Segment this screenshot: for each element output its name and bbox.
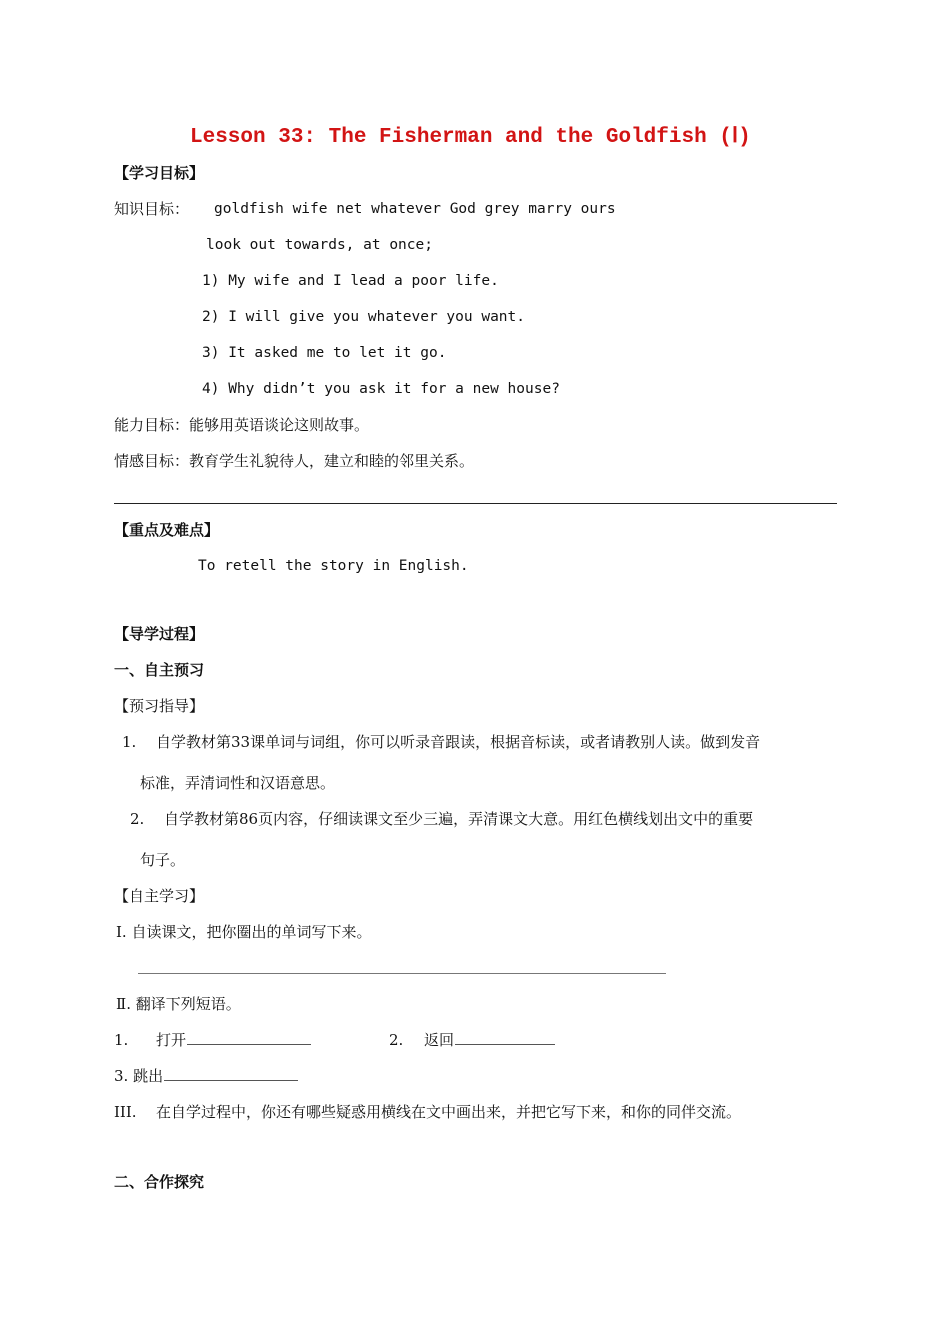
knowledge-words: goldfish wife net whatever God grey marry ours (214, 201, 616, 217)
guide-heading: 【预习指导】 (114, 697, 205, 715)
phrase-2 (424, 1030, 555, 1050)
section-2-title: 二、合作探究 (114, 1173, 205, 1191)
answer-line-words[interactable] (138, 973, 666, 974)
task-3: 在自学过程中，你还有哪些疑惑用横线在文中画出来，并把它写下来，和你的同伴交流。 (156, 1103, 742, 1121)
phrase-2-num: 2. (389, 1031, 404, 1049)
sentence-2: 2) I will give you whatever you want. (202, 309, 526, 325)
phrase-1-text: 打开 (156, 1031, 187, 1049)
section-divider (114, 503, 837, 504)
guide-item-1-num: 1. (122, 733, 137, 751)
phrase-3 (114, 1066, 298, 1086)
knowledge-label: 知识目标： (114, 200, 190, 218)
task-1: Ⅰ. 自读课文，把你圈出的单词写下来。 (116, 923, 372, 941)
emotion-goal: 情感目标：教育学生礼貌待人，建立和睦的邻里关系。 (114, 452, 475, 470)
task-3-num: III. (114, 1103, 137, 1121)
phrase-3-text: 跳出 (133, 1067, 164, 1085)
key-phrases: look out towards, at once; (206, 237, 433, 253)
ability-goal: 能力目标：能够用英语谈论这则故事。 (114, 416, 370, 434)
sentence-4: 4) Why didn’t you ask it for a new house? (202, 381, 560, 397)
phrase-2-blank[interactable] (455, 1030, 555, 1045)
guide-item-2-num: 2. (130, 810, 145, 828)
page-title: Lesson 33: The Fisherman and the Goldfish (Ⅰ) (190, 126, 751, 149)
sentence-1: 1) My wife and I lead a poor life. (202, 273, 499, 289)
sentence-3: 3) It asked me to let it go. (202, 345, 447, 361)
phrase-1 (156, 1030, 311, 1050)
guide-item-1-line2: 标准，弄清词性和汉语意思。 (140, 774, 336, 792)
task-2: Ⅱ. 翻译下列短语。 (116, 995, 241, 1013)
phrase-3-blank[interactable] (164, 1066, 298, 1081)
section-1-title: 一、自主预习 (114, 661, 205, 679)
phrase-1-blank[interactable] (187, 1030, 311, 1045)
key-points-text: To retell the story in English. (198, 558, 469, 574)
guide-item-2-line2: 句子。 (140, 851, 186, 869)
key-points-heading: 【重点及难点】 (114, 521, 220, 539)
guide-item-2-line1: 自学教材第86页内容，仔细读课文至少三遍，弄清课文大意。用红色横线划出文中的重要 (164, 810, 754, 828)
phrase-3-num: 3. (114, 1067, 129, 1085)
guide-item-1-line1: 自学教材第33课单词与词组，你可以听录音跟读，根据音标读，或者请教别人读。做到发音 (156, 733, 761, 751)
self-study-heading: 【自主学习】 (114, 887, 205, 905)
goals-heading: 【学习目标】 (114, 164, 205, 182)
phrase-1-num: 1. (114, 1031, 129, 1049)
phrase-2-text: 返回 (424, 1031, 455, 1049)
process-heading: 【导学过程】 (114, 625, 205, 643)
